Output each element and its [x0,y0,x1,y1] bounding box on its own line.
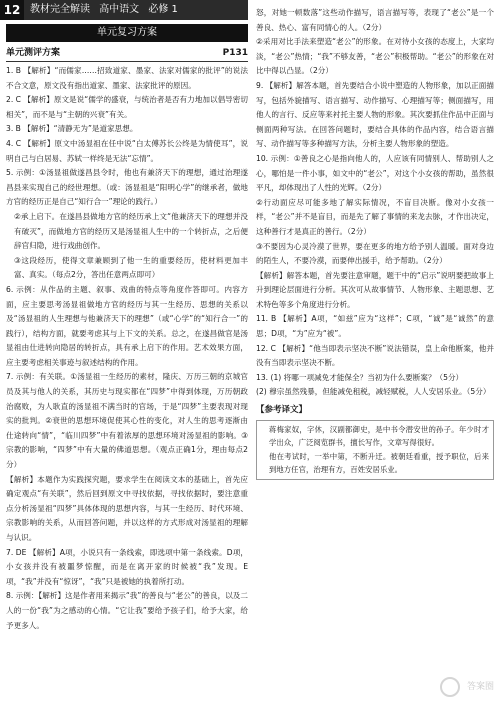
subject: 高中语文 [99,4,140,15]
watermark-logo-icon [440,677,460,697]
book-volume: 必修 1 [148,4,178,15]
answer-paragraph: 6. 示例：从作品的主题、叙事、戏曲的特点等角度作答即可。内容方面，应主要思考汤显祖做地方官的经历与其一生经历、思想的关系以及“汤显祖的人生理想与他兼济天下的理想”（或“心学”的“知行合一”的践行），结构方面，就要考虑其与上下文的关系。总之，在遂昌做官是汤显祖由仕进转向隐居的转折点，具有承上启下的作用。艺术效果方面，应主要考虑相关事迹与叙述结构的作用。 [6,284,248,367]
answer-paragraph: 7. DE 【解析】A项，小说只有一条线索，即选项中第一条线索。D项，小女孩并没有被噩梦惊醒，而是在离开家的时候被“我”发现。E项，“我”并没有“惊讶”，“我”只是被她的执着所打动。 [6,547,248,586]
section-title: 单元测评方案 [6,48,61,58]
answer-paragraph: 4. C 【解析】原文中汤显祖在任中说“白太傅苏长公终是为情使耳”，说明自己与白居易、苏轼一样终是无法“忘情”。 [6,138,248,163]
page-reference: P131 [222,48,248,58]
answer-paragraph: ③这段经历，使得文章兼顾到了他一生的重要经历，使材料更加丰富、真实。（每点2分，答出任意两点即可） [14,255,248,280]
answer-paragraph: 11. B 【解析】A项，“如兹”应为“这样”；C项，“诚”是“诚然”的意思；D项，“为”应为“被”。 [256,314,494,339]
answer-paragraph: 10. 示例：①善良之心是指向他人的，人应该有同情别人、帮助别人之心，哪怕是一件小事，如文中的“老公”，对这个小女孩的帮助，虽然很平凡，却体现出了人性的光辉。（2分） [256,153,494,193]
answer-paragraph: 7. 示例：有关联。①汤显祖一生经历的素材，隆庆、万历三朝的京城官员及其与他人的关系，其历史与现实都在“四梦”中得到体现，万历朝政治腐败，为人耿直的汤显祖不满当时的官场，于是“四梦”主要表现对现实的批判。②衰世的思想环境促使其心性的变化，对人生的思考逐渐由仕途转向“情”，“临川四梦”中有着浓厚的思想环境对汤显祖的影响。③宗教的影响，“四梦”中有大量的佛道思想。（观点正确1分，理由每点2分） [6,372,248,470]
left-column [6,24,248,633]
answer-paragraph: ②承上启下。在遂昌县做地方官的经历承上文“他兼济天下的理想并没有破灭”，而做地方官的经历又是汤显祖人生中的一个转折点，之后便辞官归隐，进行戏曲创作。 [14,211,248,251]
answer-paragraph: 怒，对她一顿数落”这些动作描写，语言描写等，表现了“老公”是一个善良、热心、富有同情心的人。（2分） [256,8,494,32]
answer-paragraph: ③不要因为心灵冷漠了世界，要在更多的地方给予别人温暖。面对身边的陌生人，不要冷漠，而要伸出援手，给予帮助。（2分） [256,241,494,266]
answer-paragraph: ②行动面应尽可能多地了解实际情况，不盲目决断。像对小女孩一样，“老公”并不是盲目，而是先了解了事情的来龙去脉，才作出决定，这种善行才是真正的善行。（2分） [256,197,494,236]
answer-paragraph: 13. (1) 将哪一项减免才能保全？当初为什么要断案？（5分） [256,372,464,382]
answer-paragraph: 12. C 【解析】“他当即表示坚决不断”说法错误，皇上命他断案，他并没有当即表示坚决不断。 [256,343,494,368]
answer-paragraph: 9. 【解析】解答本题，首先要结合小说中塑造的人物形象，加以正面描写，包括外貌描写、语言描写、动作描写、心理描写等；侧面描写，用他人的言行、反应等来衬托主要人物的形象。其次要抓住作品中正面与侧面两种写法。在回答问题时，要结合具体的作品内容，结合语言描写、动作描写等多种描写方法，分析主要人物形象的塑造。 [256,80,494,149]
watermark-text: 答案圈 [466,682,494,692]
answer-paragraph: ②采用对比手法来塑造“老公”的形象。在对待小女孩的态度上，大家均淡，“老公”热情；“我”不够友善，“老公”积极帮助。“老公”的形象在对比中得以凸显。（2分） [256,37,494,76]
answer-paragraph: 5. 示例：①汤显祖做遂昌县令时，他也有兼济天下的理想，通过治理遂昌县来实现自己的经世理想。（或：汤显祖是“阳明心学”的继承者，做地方官的经历正是自己“知行合一”理论的践行。） [6,168,248,207]
unit-review-banner: 单元复习方案 [6,24,248,42]
right-column [256,6,494,480]
answer-paragraph: 【解析】本题作为实践探究题，要求学生在阅读文本的基础上，首先应确定观点“有关联”，然后回到原文中寻找依据，寻找依据时，要注意重点分析汤显祖“四梦”具体体现的思想内容，与其一生经历、时代环境、宗教影响的关系，从而回答问题，并以这样的方式形成对汤显祖的理解与认识。 [6,474,248,542]
translation-paragraph: 他在考试时，一举中第，不断升迁。被朝廷看重，授予职位，后来到地方任官，治理有方，百姓安居乐业。 [269,451,489,475]
answer-paragraph: 1. B 【解析】“而儒家……招致道家、墨家、法家对儒家的批评”的说法不合文意，原文没有指出道家、墨家、法家批评的原因。 [6,66,248,90]
header-band [24,0,248,20]
watermark [412,675,494,699]
section-heading [6,46,248,62]
answer-paragraph: 3. B 【解析】“清静无为”是道家思想。 [6,124,138,134]
book-title: 教材完全解读 [30,4,90,15]
reference-translation-box [256,420,494,480]
answer-paragraph: 【解析】解答本题，首先要注意审题，题干中的“启示”说明要把故事上升到理论层面进行分析。其次可从故事情节、人物形象、主题思想、艺术特色等多个角度进行分析。 [256,270,494,309]
page-number: 12 [0,0,24,20]
reference-translation-heading: 【参考译文】 [256,405,308,416]
answer-paragraph: (2) 穆宗虽然残暴，但能减免租税，减轻赋税，人人安居乐业。（5分） [256,387,491,397]
translation-paragraph: 蒋梅家奴，字休，汉副都御史，是中书令潜安世的孙子。年少时才学出众，广泛阅览群书，擅长写作，文章写得很好。 [269,424,489,448]
answer-paragraph: 2. C 【解析】原文是说“儒学的盛衰，与统治者是否有力地加以倡导密切相关”，而不是与“主朝的兴衰”有关。 [6,95,248,119]
answer-paragraph: 8. 示例：【解析】这是作者用来揭示“我”的善良与“老公”的善良，以及二人的一份“我”为之感动的心情。“它让我”要给予孩子们，给予大家，给予更多人。 [6,591,248,630]
